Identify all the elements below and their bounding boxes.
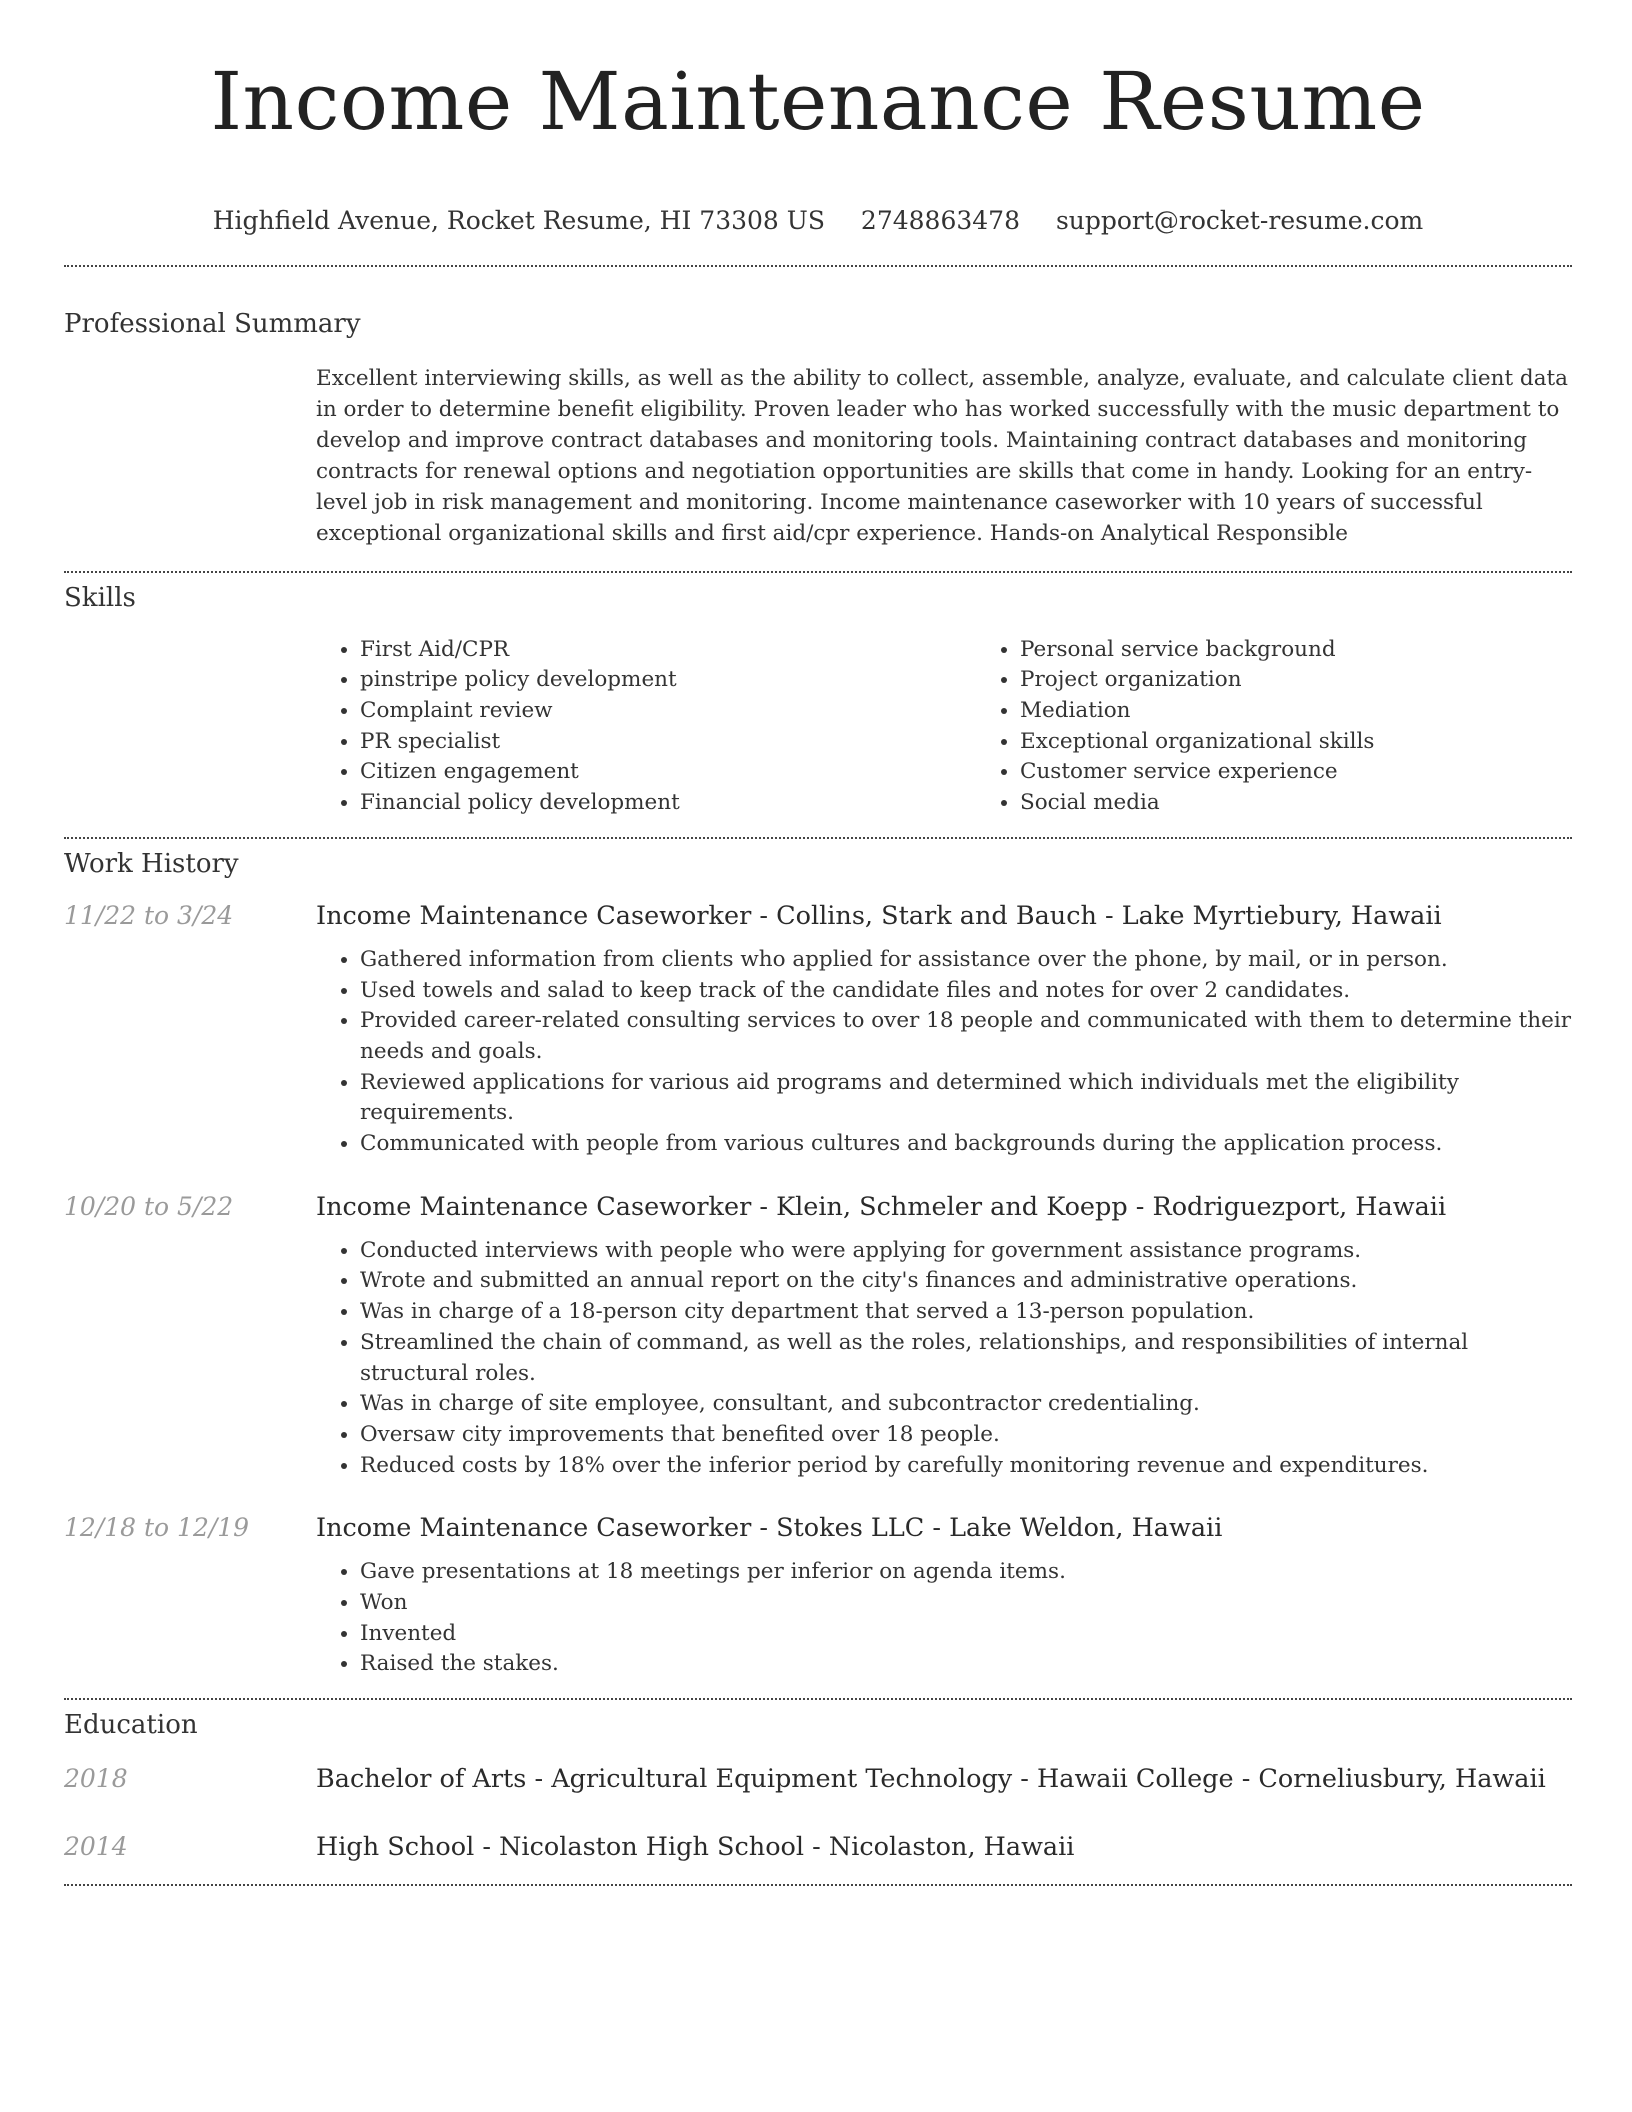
- education-detail: High School - Nicolaston High School - Nicolaston, Hawaii: [316, 1832, 1075, 1863]
- skill-item: • First Aid/CPR: [360, 635, 976, 666]
- education-year: 2014: [64, 1832, 128, 1862]
- job-bullet: • Streamlined the chain of command, as well as the roles, relationships, and responsibilities of internal structural roles.: [360, 1328, 1572, 1389]
- job-bullet: • Was in charge of a 18-person city department that served a 13-person population.: [360, 1297, 1572, 1328]
- skill-item: • Personal service background: [1020, 635, 1632, 666]
- job-bullet: • Gave presentations at 18 meetings per inferior on agenda items.: [360, 1557, 1572, 1588]
- job-bullet: • Won: [360, 1588, 1572, 1619]
- summary-section: [64, 309, 1572, 549]
- skill-item: • Citizen engagement: [360, 757, 976, 788]
- divider: [64, 1884, 1572, 1886]
- skill-item: • pinstripe policy development: [360, 665, 976, 696]
- job-bullet: • Conducted interviews with people who were applying for government assistance programs.: [360, 1236, 1572, 1267]
- work-history-section: [64, 849, 1572, 1680]
- contact-line: [64, 206, 1572, 235]
- education-year: 2018: [64, 1764, 128, 1794]
- address-text: Highfield Avenue, Rocket Resume, HI 73308 US: [212, 205, 825, 235]
- education-section: [64, 1710, 1572, 1864]
- education-entry: [64, 1762, 1572, 1796]
- job-bullet: • Gathered information from clients who applied for assistance over the phone, by mail, or in person.: [360, 945, 1572, 976]
- job-bullet: • Used towels and salad to keep track of the candidate files and notes for over 2 candidates.: [360, 976, 1572, 1007]
- job-bullet: • Was in charge of site employee, consultant, and subcontractor credentialing.: [360, 1389, 1572, 1420]
- education-detail: Bachelor of Arts - Agricultural Equipment Technology - Hawaii College - Corneliusbury, Hawaii: [316, 1764, 1546, 1795]
- job-entry: [64, 1511, 1572, 1680]
- divider: [64, 571, 1572, 573]
- section-title-education: Education: [64, 1710, 198, 1741]
- job-title: Income Maintenance Caseworker - Klein, Schmeler and Koepp - Rodriguezport, Hawaii: [316, 1191, 1447, 1222]
- job-bullet: • Reduced costs by 18% over the inferior period by carefully monitoring revenue and expenditures.: [360, 1451, 1572, 1482]
- job-dates: 11/22 to 3/24: [64, 900, 234, 930]
- job-bullets: [316, 945, 1572, 1160]
- section-title-summary: Professional Summary: [64, 308, 361, 339]
- job-title: Income Maintenance Caseworker - Stokes LLC - Lake Weldon, Hawaii: [316, 1513, 1223, 1544]
- email-text: support@rocket-resume.com: [1055, 205, 1424, 235]
- skill-item: • PR specialist: [360, 727, 976, 758]
- section-title-work: Work History: [64, 848, 239, 879]
- skill-item: • Customer service experience: [1020, 757, 1632, 788]
- phone-text: 2748863478: [860, 205, 1020, 235]
- section-title-skills: Skills: [64, 582, 136, 613]
- job-bullet: • Communicated with people from various cultures and backgrounds during the application process.: [360, 1129, 1572, 1160]
- divider: [64, 837, 1572, 839]
- job-bullet: • Provided career-related consulting services to over 18 people and communicated with them to determine their needs and goals.: [360, 1006, 1572, 1067]
- job-bullet: • Reviewed applications for various aid programs and determined which individuals met the eligibility requirements.: [360, 1068, 1572, 1129]
- skill-item: • Financial policy development: [360, 788, 976, 819]
- resume-page: [64, 0, 1572, 1886]
- job-entry: [64, 899, 1572, 1160]
- skill-item: • Project organization: [1020, 665, 1632, 696]
- education-entry: [64, 1830, 1572, 1864]
- job-bullet: • Raised the stakes.: [360, 1649, 1572, 1680]
- skills-list-right: [976, 635, 1632, 819]
- job-bullets: [316, 1557, 1572, 1680]
- skill-item: • Mediation: [1020, 696, 1632, 727]
- skill-item: • Social media: [1020, 788, 1632, 819]
- skill-item: • Complaint review: [360, 696, 976, 727]
- job-dates: 12/18 to 12/19: [64, 1513, 250, 1543]
- job-bullets: [316, 1236, 1572, 1482]
- job-dates: 10/20 to 5/22: [64, 1191, 234, 1221]
- divider: [64, 1698, 1572, 1700]
- job-title: Income Maintenance Caseworker - Collins, Stark and Bauch - Lake Myrtiebury, Hawaii: [316, 900, 1442, 931]
- skill-item: • Exceptional organizational skills: [1020, 727, 1632, 758]
- skills-section: [64, 583, 1572, 819]
- skills-list-left: [316, 635, 976, 819]
- divider: [64, 265, 1572, 267]
- job-bullet: • Wrote and submitted an annual report on the city's finances and administrative operations.: [360, 1266, 1572, 1297]
- job-bullet: • Oversaw city improvements that benefited over 18 people.: [360, 1420, 1572, 1451]
- summary-text: Excellent interviewing skills, as well as the ability to collect, assemble, analyze, evaluate, and calculate client data in order to determine benefit eligibility. Proven leader who has worked successfully with the music department to develop and improve contract databases and monitoring tools. Maintaining contract databases and monitoring contracts for renewal options and negotiation opportunities are skills that come in handy. Looking for an entry-level job in risk management and monitoring. Income maintenance caseworker with 10 years of successful exceptional organizational skills and first aid/cpr experience. Hands-on Analytical Responsible: [316, 365, 1568, 546]
- job-entry: [64, 1190, 1572, 1482]
- job-bullet: • Invented: [360, 1619, 1572, 1650]
- resume-title: Income Maintenance Resume: [210, 55, 1426, 148]
